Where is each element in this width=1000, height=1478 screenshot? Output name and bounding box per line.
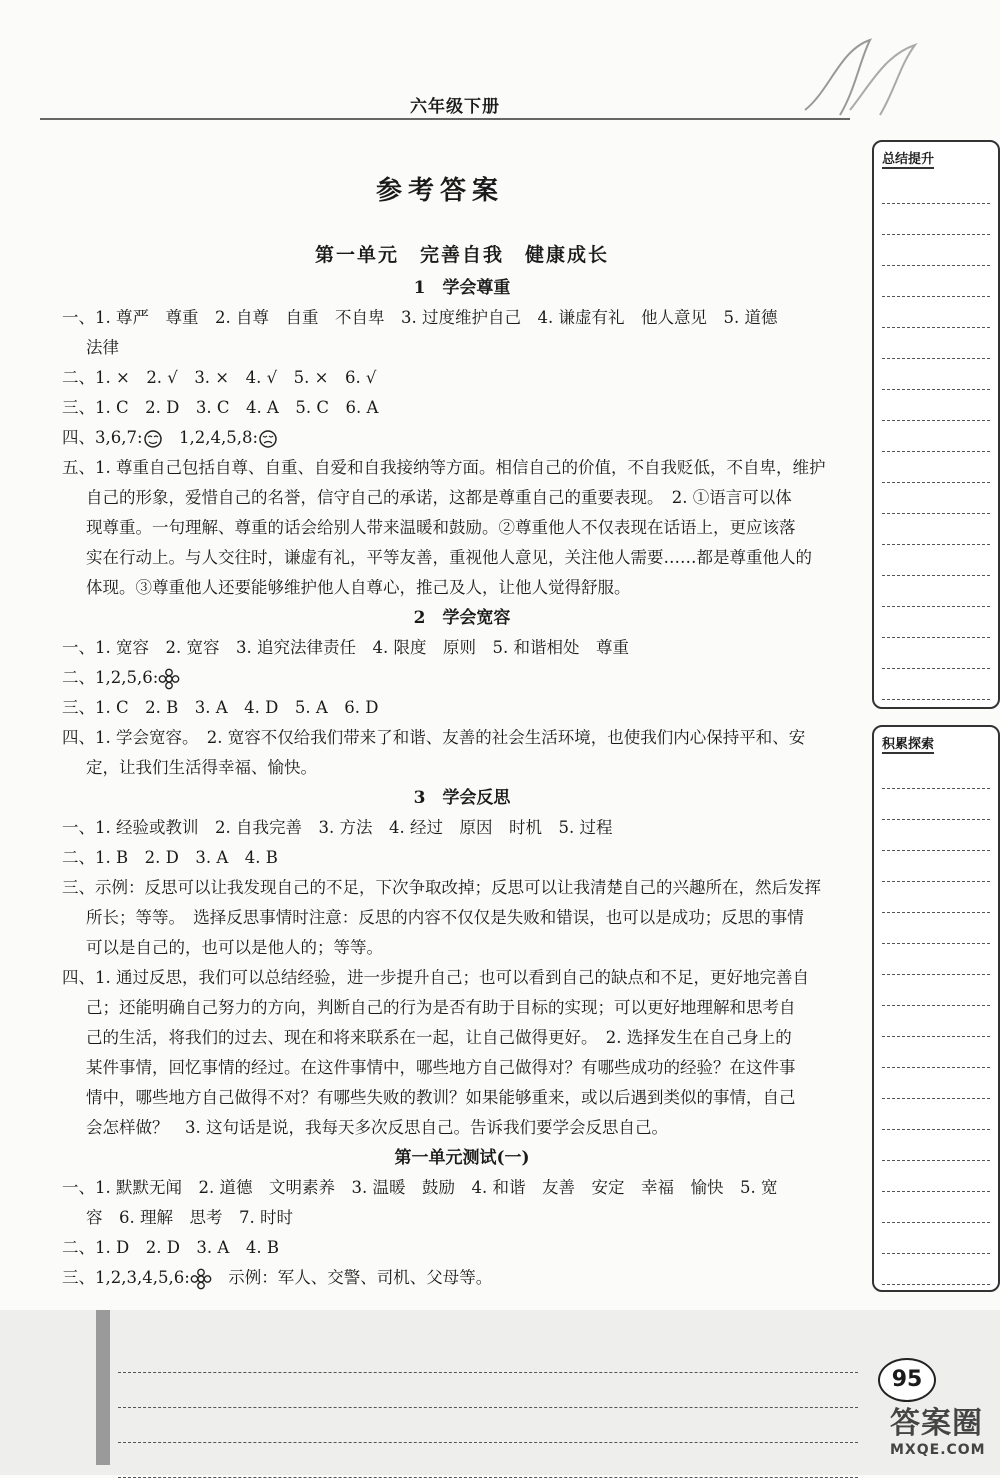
answer-line: 五、1. 尊重自己包括自尊、自重、自爱和自我接纳等方面。相信自己的价值，不自我贬低，不自卑，维护 — [62, 458, 826, 477]
page-footer — [0, 1310, 1000, 1475]
answer-line: 现尊重。一句理解、尊重的话会给别人带来温暖和鼓励。②尊重他人不仅表现在话语上，更应该落 — [86, 518, 796, 537]
footer-bar — [96, 1310, 110, 1465]
answer-line-flower — [62, 1263, 862, 1293]
answer-line: 一、1. 经验或教训 2. 自我完善 3. 方法 4. 经过 原因 时机 5. 过程 — [62, 818, 613, 837]
answer-line: 一、1. 尊严 尊重 2. 自尊 自重 不自卑 3. 过度维护自己 4. 谦虚有礼 他人意见 5. 道德 — [62, 308, 778, 327]
answer-content — [62, 240, 862, 1293]
answer-line: 可以是自己的，也可以是他人的；等等。 — [86, 938, 383, 957]
answer-line: 容 6. 理解 思考 7. 时时 — [86, 1208, 293, 1227]
answer-line: 体现。③尊重他人还要能够维护他人自尊心，推己及人，让他人觉得舒服。 — [86, 578, 631, 597]
unit-title: 第一单元 完善自我 健康成长 — [314, 244, 609, 266]
header-divider — [40, 118, 850, 120]
answer-line: 己；还能明确自己努力的方向，判断自己的行为是否有助于目标的实现；可以更好地理解和思考自 — [86, 998, 796, 1017]
answer-line: 某件事情，回忆事情的经过。在这件事情中，哪些地方自己做得对？有哪些成功的经验？在这件事 — [86, 1058, 796, 1077]
answer-line: 会怎样做？ 3. 这句话是说，我每天多次反思自己。告诉我们要学会反思自己。 — [86, 1118, 668, 1137]
answer-text: 1,2,4,5,8: — [162, 428, 259, 447]
answer-line-flower — [62, 663, 862, 693]
decorative-swirl-icon — [800, 30, 920, 120]
answer-line: 二、1. B 2. D 3. A 4. B — [62, 848, 278, 867]
answer-line: 四、1. 通过反思，我们可以总结经验，进一步提升自己；也可以看到自己的缺点和不足，更好地完善自 — [62, 968, 809, 987]
frown-face-icon — [258, 429, 278, 449]
answer-line-faces — [62, 423, 862, 453]
note-lines — [882, 758, 990, 1285]
answer-line: 一、1. 宽容 2. 宽容 3. 追究法律责任 4. 限度 原则 5. 和谐相处 尊重 — [62, 638, 629, 657]
answer-line: 三、示例：反思可以让我发现自己的不足，下次争取改掉；反思可以让我清楚自己的兴趣所在，然后发挥 — [62, 878, 821, 897]
flower-icon — [190, 1268, 212, 1290]
answer-line: 己的生活，将我们的过去、现在和将来联系在一起，让自己做得更好。 2. 选择发生在自己身上的 — [86, 1028, 792, 1047]
answer-line: 实在行动上。与人交往时，谦虚有礼，平等友善，重视他人意见，关注他人需要……都是尊重他人的 — [86, 548, 812, 567]
footer-note-lines — [118, 1338, 858, 1478]
answer-line: 自己的形象，爱惜自己的名誉，信守自己的承诺，这都是尊重自己的重要表现。 2. ①语言可以体 — [86, 488, 792, 507]
sidebar-summary-title: 总结提升 — [882, 148, 934, 169]
page-number: 95 — [878, 1358, 936, 1402]
watermark-logo — [890, 1398, 994, 1468]
sidebar-summary-box — [872, 140, 1000, 709]
note-lines — [882, 173, 990, 700]
page-title: 参考答案 — [375, 176, 504, 206]
answer-line: 三、1. C 2. D 3. C 4. A 5. C 6. A — [62, 398, 379, 417]
answer-text: 二、1,2,5,6: — [62, 668, 159, 687]
answer-line: 法律 — [86, 338, 119, 357]
answer-line: 情中，哪些地方自己做得不对？有哪些失败的教训？如果能够重来，或以后遇到类似的事情，自己 — [86, 1088, 796, 1107]
answer-line: 二、1. × 2. √ 3. × 4. √ 5. × 6. √ — [62, 368, 377, 387]
lesson-title: 3 学会反思 — [413, 788, 511, 808]
watermark-main: 答案圈 — [890, 1406, 983, 1441]
answer-text: 示例：军人、交警、司机、父母等。 — [211, 1268, 493, 1287]
lesson-title: 1 学会尊重 — [413, 278, 511, 298]
answer-line: 二、1. D 2. D 3. A 4. B — [62, 1238, 279, 1257]
answer-text: 三、1,2,3,4,5,6: — [62, 1268, 190, 1287]
answer-text: 四、3,6,7: — [62, 428, 143, 447]
sidebar-explore-box — [872, 725, 1000, 1292]
answer-line: 四、1. 学会宽容。 2. 宽容不仅给我们带来了和谐、友善的社会生活环境，也使我们内心保持平和、安 — [62, 728, 806, 747]
answer-line: 三、1. C 2. B 3. A 4. D 5. A 6. D — [62, 698, 379, 717]
answer-line: 一、1. 默默无闻 2. 道德 文明素养 3. 温暖 鼓励 4. 和谐 友善 安定 幸福 愉快 5. 宽 — [62, 1178, 778, 1197]
lesson-title: 2 学会宽容 — [413, 608, 511, 628]
smile-face-icon — [143, 429, 163, 449]
answer-line: 所长；等等。 选择反思事情时注意：反思的内容不仅仅是失败和错误，也可以是成功；反思的事情 — [86, 908, 804, 927]
answer-line: 定，让我们生活得幸福、愉快。 — [86, 758, 317, 777]
sidebar-explore-title: 积累探索 — [882, 733, 934, 754]
flower-icon — [158, 668, 180, 690]
book-title: 六年级下册 — [410, 97, 500, 117]
lesson-title: 第一单元测试(一) — [394, 1148, 530, 1168]
watermark-sub: MXQE.COM — [890, 1442, 986, 1458]
